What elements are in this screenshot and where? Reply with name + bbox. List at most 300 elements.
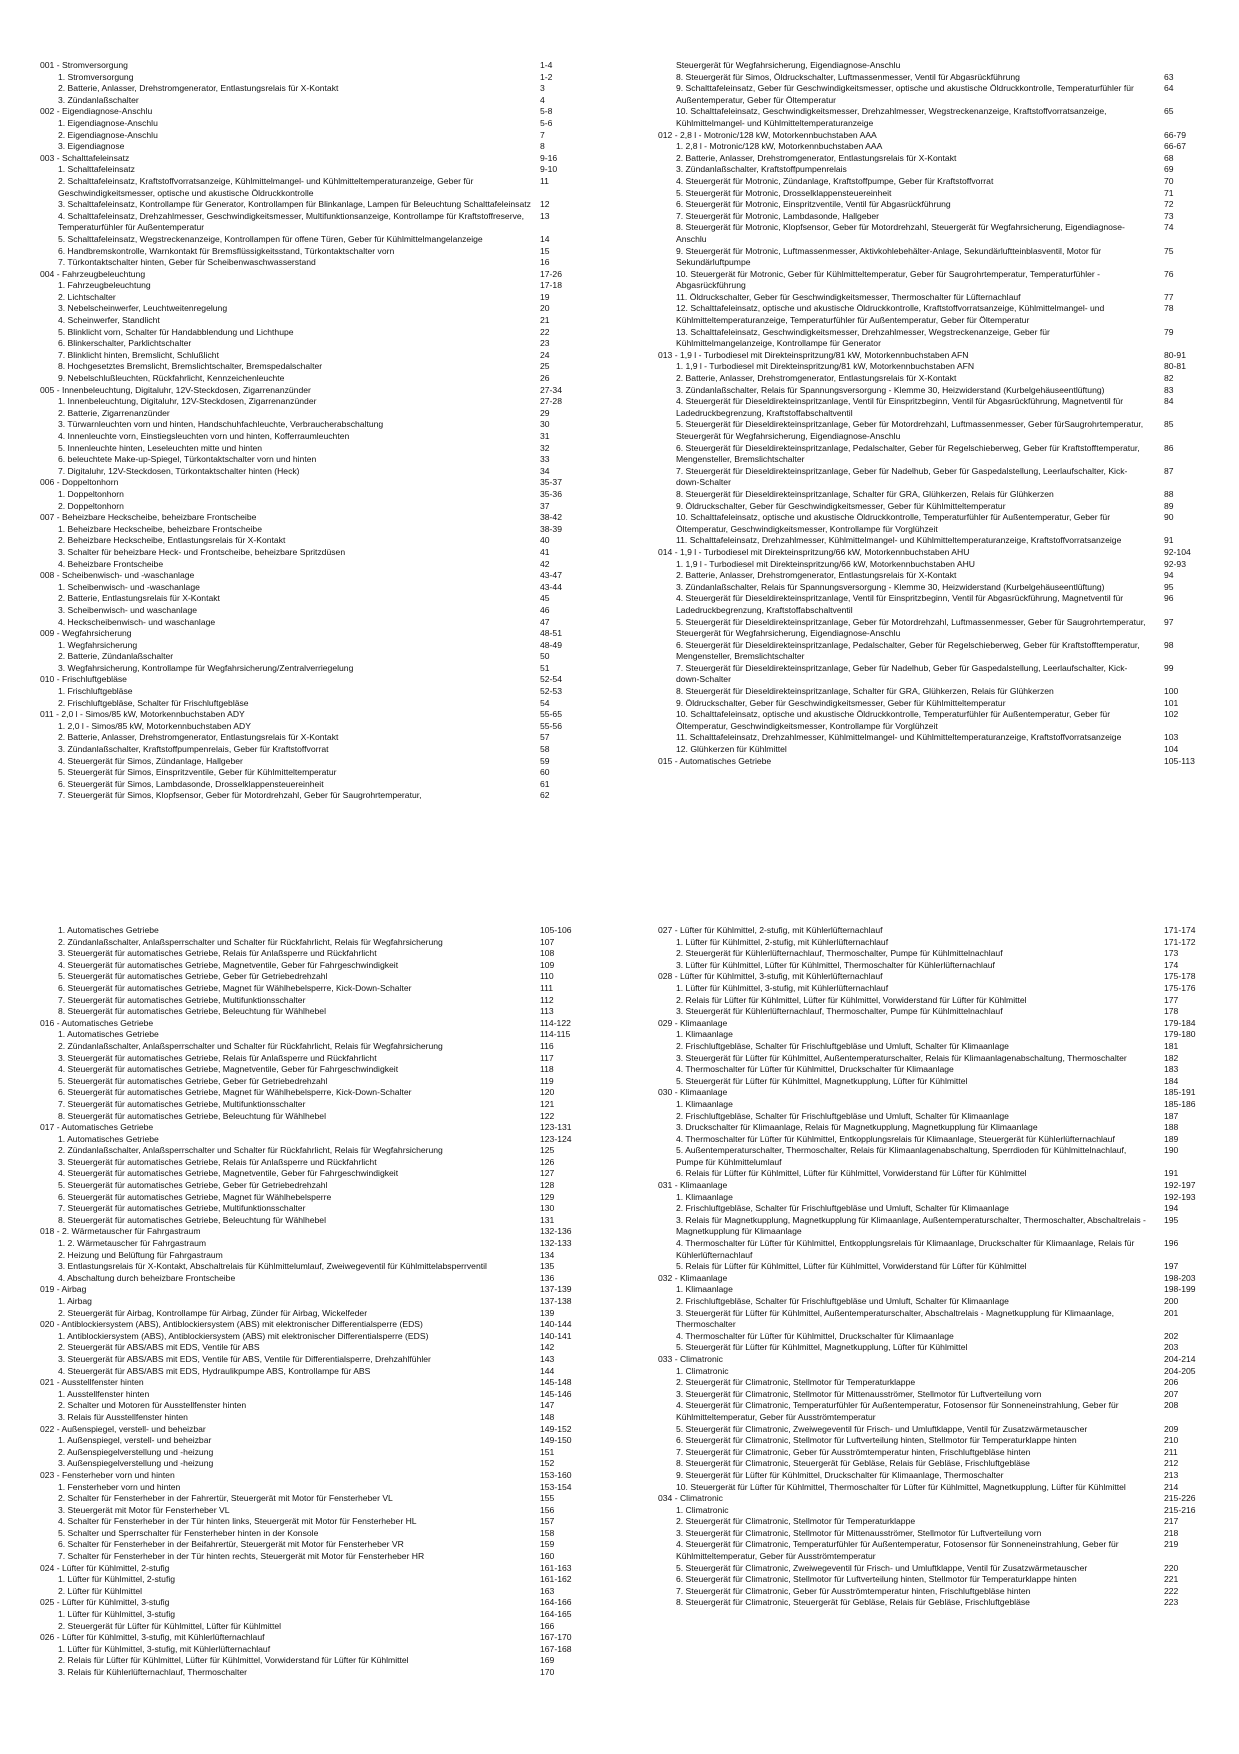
toc-column-top-right xyxy=(658,60,1195,832)
toc-entry-title: 3. Wegfahrsicherung, Kontrollampe für Wegfahrsicherung/Zentralverriegelung xyxy=(58,662,354,673)
toc-entry xyxy=(40,581,562,594)
toc-entry xyxy=(40,767,550,779)
toc-entry-title: 3. Lüfter für Kühlmittel, Lüfter für Kühlmittel, Thermoschalter für Kühlerlüfternachlauf xyxy=(676,959,995,970)
toc-section-entry xyxy=(40,1284,572,1296)
toc-entry xyxy=(658,1064,1179,1076)
toc-entry xyxy=(658,60,1168,72)
toc-entry xyxy=(40,971,554,983)
toc-entry-title: 1. Klimaanlage xyxy=(676,1191,733,1202)
toc-entry-title: 7. Steuergerät für automatisches Getriebe, Multifunktionsschalter xyxy=(58,1203,306,1214)
toc-section-entry xyxy=(40,152,558,165)
toc-entry-pages: 210 xyxy=(1164,1435,1179,1446)
toc-entry-title: 003 - Schalttafeleinsatz xyxy=(40,152,130,163)
toc-entry-title: 2. Batterie, Anlasser, Drehstromgenerator, Entlastungsrelais für X-Kontakt xyxy=(58,732,339,743)
toc-section-entry xyxy=(40,1423,572,1436)
toc-entry-pages: 185-186 xyxy=(1164,1098,1196,1109)
toc-entry-pages: 196 xyxy=(1164,1238,1179,1249)
toc-entry-title: 1. Innenbeleuchtung, Digitaluhr, 12V-Steckdosen, Zigarrenanzünder xyxy=(58,396,317,407)
toc-entry-pages: 20 xyxy=(540,303,550,314)
toc-entry xyxy=(40,994,554,1007)
toc-entry-title: 13. Schalttafeleinsatz, Geschwindigkeitsmesser, Drehzahlmesser, Wegstreckenanzeige, Geber für Kühlmittelmangelanzeige, Kontrollampe für Generator xyxy=(676,326,1050,349)
toc-entry-title: 3. Steuergerät für automatisches Getriebe, Relais für Anlaßsperre und Rückfahrlicht xyxy=(58,1156,377,1167)
toc-entry xyxy=(658,709,1179,732)
toc-entry-pages: 166 xyxy=(540,1620,555,1631)
toc-entry-title: 4. Innenleuchte vorn, Einstiegsleuchten vorn und hinten, Kofferraumleuchten xyxy=(58,431,350,441)
toc-entry-pages: 41 xyxy=(540,546,550,557)
toc-entry-pages: 130 xyxy=(540,1203,555,1214)
toc-entry xyxy=(40,1064,554,1076)
toc-entry-title: 1. 1,9 l - Turbodiesel mit Direkteinspritzung/66 kW, Motorkennbuchstaben AHU xyxy=(676,558,976,569)
toc-entry-title: 8. Steuergerät für automatisches Getriebe, Beleuchtung für Wählhebel xyxy=(58,1214,326,1225)
toc-section-entry xyxy=(40,477,562,489)
toc-entry-title: 1. 1,9 l - Turbodiesel mit Direkteinspritzung/81 kW, Motorkennbuchstaben AFN xyxy=(676,361,975,372)
toc-section-entry xyxy=(658,1180,1196,1192)
toc-entry-title: 4. Schalttafeleinsatz, Drehzahlmesser, Geschwindigkeitsmesser, Multifunktionsanzeige, Kontrollampe für Kraftstoffreserve, Temperaturfühler für Außentemperatur xyxy=(58,210,525,233)
toc-entry xyxy=(658,994,1179,1007)
toc-entry-title: 2. Batterie, Anlasser, Drehstromgenerator, Entlastungsrelais für X-Kontakt xyxy=(676,152,957,163)
toc-entry-title: 1. Eigendiagnose-Anschlu xyxy=(58,117,158,128)
toc-entry xyxy=(40,651,550,663)
toc-entry xyxy=(658,1539,1179,1562)
toc-entry-pages: 119 xyxy=(540,1075,554,1086)
toc-entry-title: 1. Automatisches Getriebe xyxy=(58,1029,159,1040)
toc-entry-title: 2. Schalter für Fensterheber in der Fahrertür, Steuergerät mit Motor für Fensterheber VL xyxy=(58,1493,393,1504)
toc-entry-title: 1. Lüfter für Kühlmittel, 2-stufig xyxy=(58,1574,176,1585)
toc-entry-title: 3. Steuergerät für Climatronic, Stellmotor für Mittenausströmer, Stellmotor für Luftverteilung vorn xyxy=(676,1527,1042,1538)
toc-entry-title: 9. Öldruckschalter, Geber für Geschwindigkeitsmesser, Geber für Kühlmitteltemperatur xyxy=(676,697,1006,708)
toc-entry xyxy=(658,1191,1196,1204)
toc-entry-title: 1. Climatronic xyxy=(676,1504,729,1515)
toc-entry-title: 7. Blinklicht hinten, Bremslicht, Schlußlicht xyxy=(58,349,219,360)
toc-entry-pages: 35-36 xyxy=(540,488,562,499)
toc-entry-pages: 140-141 xyxy=(540,1330,572,1341)
toc-entry-pages: 178 xyxy=(1164,1006,1179,1017)
toc-entry-title: 016 - Automatisches Getriebe xyxy=(40,1017,154,1028)
toc-entry xyxy=(658,222,1174,245)
toc-entry-pages: 74 xyxy=(1164,222,1174,233)
toc-entry xyxy=(658,1574,1179,1586)
toc-entry-pages: 113 xyxy=(540,1006,554,1017)
toc-entry-title: 024 - Lüfter für Kühlmittel, 2-stufig xyxy=(40,1562,170,1573)
toc-entry-pages: 148 xyxy=(540,1411,555,1422)
toc-entry xyxy=(40,1191,555,1204)
toc-entry-title: 009 - Wegfahrsicherung xyxy=(40,628,132,639)
toc-entry xyxy=(40,246,550,258)
toc-entry-title: 001 - Stromversorgung xyxy=(40,60,128,70)
toc-entry-title: 026 - Lüfter für Kühlmittel, 3-stufig, mit Kühlerlüfternachlauf xyxy=(40,1632,265,1643)
toc-entry-title: 11. Öldruckschalter, Geber für Geschwindigkeitsmesser, Thermoschalter für Lüfternachlauf xyxy=(676,291,1021,302)
toc-entry xyxy=(40,466,550,478)
toc-entry xyxy=(658,291,1174,304)
toc-entry-title: 007 - Beheizbare Heckscheibe, beheizbare Frontscheibe xyxy=(40,512,257,523)
toc-entry xyxy=(40,1539,555,1551)
toc-entry-pages: 7 xyxy=(540,129,545,140)
toc-entry xyxy=(40,1087,555,1099)
toc-entry-pages: 97 xyxy=(1164,616,1174,627)
toc-entry xyxy=(40,1261,555,1273)
toc-entry-title: 6. Steuergerät für automatisches Getriebe, Magnet für Wählhebelsperre, Kick-Down-Schalter xyxy=(58,1087,412,1098)
toc-entry xyxy=(658,639,1174,663)
toc-entry-pages: 215-226 xyxy=(1164,1493,1196,1504)
toc-section-entry xyxy=(40,709,562,721)
toc-entry-title: 8. Steuergerät für automatisches Getriebe, Beleuchtung für Wählhebel xyxy=(58,1110,326,1121)
toc-entry-title: 5. Innenleuchte hinten, Leseleuchten mitte und hinten xyxy=(58,442,263,453)
toc-entry xyxy=(40,1029,571,1041)
toc-entry-title: 12. Glühkerzen für Kühlmittel xyxy=(676,744,787,755)
toc-entry-pages: 159 xyxy=(540,1539,555,1550)
toc-entry-pages: 13 xyxy=(540,210,550,221)
toc-entry-pages: 77 xyxy=(1164,291,1174,302)
toc-entry-title: 4. Thermoschalter für Lüfter für Kühlmittel, Druckschalter für Klimaanlage xyxy=(676,1330,954,1341)
toc-entry-pages: 143 xyxy=(540,1353,555,1364)
toc-entry-title: 7. Steuergerät für Dieseldirekteinspritzanlage, Geber für Nadelhub, Geber für Gaspedalstellung, Leerlaufschalter, Kick-down-Schalter xyxy=(676,465,1128,488)
toc-entry xyxy=(40,1133,572,1146)
toc-entry-title: 1. Wegfahrsicherung xyxy=(58,639,138,650)
toc-entry-pages: 126 xyxy=(540,1156,555,1167)
toc-entry xyxy=(40,1272,555,1285)
toc-entry xyxy=(658,1168,1179,1180)
toc-entry xyxy=(658,303,1174,326)
toc-entry xyxy=(40,1411,555,1424)
toc-entry xyxy=(40,1214,555,1227)
toc-entry-title: 9. Steuergerät für Lüfter für Kühlmittel, Druckschalter für Klimaanlage, Thermoschalter xyxy=(676,1469,1004,1480)
toc-entry-pages: 45 xyxy=(540,593,550,604)
toc-entry-pages: 161-162 xyxy=(540,1574,572,1585)
toc-entry-pages: 58 xyxy=(540,744,550,755)
toc-entry-pages: 153-154 xyxy=(540,1481,572,1492)
toc-entry-title: 3. Entlastungsrelais für X-Kontakt, Abschaltrelais für Kühlmittelumlauf, Zweiwegeventil für Kühlmittelabsperrventil xyxy=(58,1261,487,1272)
toc-section-entry xyxy=(40,1122,572,1134)
toc-entry-pages: 16 xyxy=(540,257,550,268)
toc-entry xyxy=(658,1133,1179,1146)
toc-entry-pages: 117 xyxy=(540,1052,554,1063)
toc-entry-title: 1. Fahrzeugbeleuchtung xyxy=(58,280,151,291)
toc-entry-pages: 104 xyxy=(1164,744,1179,755)
toc-entry-pages: 64 xyxy=(1164,83,1174,94)
toc-column-bottom-right xyxy=(658,925,1196,1695)
toc-entry xyxy=(40,1585,555,1598)
toc-entry-title: 3. Relais für Kühlerlüfternachlauf, Thermoschalter xyxy=(58,1667,247,1677)
toc-entry xyxy=(658,744,1179,756)
toc-entry xyxy=(658,419,1174,442)
toc-entry-title: 1. Klimaanlage xyxy=(676,1029,733,1040)
toc-entry xyxy=(40,117,553,130)
toc-entry xyxy=(658,1388,1179,1401)
toc-entry-pages: 100 xyxy=(1164,686,1179,697)
toc-entry xyxy=(40,130,550,142)
toc-entry-pages: 96 xyxy=(1164,593,1174,604)
toc-entry-pages: 185-191 xyxy=(1164,1087,1196,1098)
toc-section-entry xyxy=(40,1017,571,1030)
toc-entry-pages: 192-197 xyxy=(1164,1180,1196,1191)
toc-entry xyxy=(40,280,562,292)
toc-entry xyxy=(40,431,550,443)
toc-entry-pages: 120 xyxy=(540,1087,555,1098)
toc-entry xyxy=(658,1585,1179,1598)
toc-entry-pages: 161-163 xyxy=(540,1562,572,1573)
toc-entry-title: 3. Druckschalter für Klimaanlage, Relais für Magnetkupplung, Magnetkupplung für Klimaanlage xyxy=(676,1122,1038,1133)
toc-entry-title: 004 - Fahrzeugbeleuchtung xyxy=(40,268,146,279)
toc-entry xyxy=(40,1249,555,1262)
toc-entry-title: 2. Zündanlaßschalter, Anlaßsperrschalter und Schalter für Rückfahrlicht, Relais für Wegfahrsicherung xyxy=(58,1145,443,1156)
toc-entry-pages: 151 xyxy=(540,1446,555,1457)
toc-entry-title: 7. Steuergerät für Dieseldirekteinspritzanlage, Geber für Nadelhub, Geber für Gaspedalstellung, Leerlaufschalter, Kick-down-Schalter xyxy=(676,662,1128,685)
toc-entry xyxy=(40,1075,554,1088)
toc-entry-pages: 189 xyxy=(1164,1133,1179,1144)
toc-entry-title: 9. Steuergerät für Motronic, Luftmassenmesser, Aktivkohlebehälter-Anlage, Sekundärluftteinblasventil, Motor für Sekundärluftpumpe xyxy=(676,245,1102,268)
toc-entry-pages: 3 xyxy=(540,83,545,94)
toc-entry xyxy=(40,408,550,420)
toc-entry-pages: 65 xyxy=(1164,106,1174,117)
toc-entry-title: 2. Steuergerät für Climatronic, Stellmotor für Temperaturklappe xyxy=(676,1516,916,1527)
toc-entry-pages: 62 xyxy=(540,790,550,801)
toc-entry-pages: 149-150 xyxy=(540,1435,572,1446)
toc-entry xyxy=(658,512,1174,535)
toc-entry-title: 6. Steuergerät für Simos, Lambdasonde, Drosselklappensteuereinheit xyxy=(58,778,324,789)
toc-entry-pages: 116 xyxy=(540,1040,554,1051)
toc-entry-pages: 43-44 xyxy=(540,581,562,592)
toc-entry-title: 8. Hochgesetztes Bremslicht, Bremslichtschalter, Bremspedalschalter xyxy=(58,361,323,372)
toc-entry-pages: 11 xyxy=(540,175,549,186)
toc-entry-pages: 105-113 xyxy=(1164,755,1195,766)
toc-entry-title: 2. Frischluftgebläse, Schalter für Frischluftgebläse und Umluft, Schalter für Klimaanlage xyxy=(676,1040,1009,1051)
toc-entry-pages: 179-180 xyxy=(1164,1029,1196,1040)
toc-entry xyxy=(40,303,550,315)
toc-entry-title: 011 - 2,0 l - Simos/85 kW, Motorkennbuchstaben ADY xyxy=(40,709,245,720)
toc-entry xyxy=(40,83,550,95)
toc-entry xyxy=(40,327,550,339)
toc-entry-title: 2. Zündanlaßschalter, Anlaßsperrschalter und Schalter für Rückfahrlicht, Relais für Wegfahrsicherung xyxy=(58,1040,443,1051)
toc-column-bottom-left xyxy=(40,925,572,1695)
toc-entry-pages: 63 xyxy=(1164,71,1174,82)
toc-entry-pages: 48-49 xyxy=(540,639,562,650)
toc-entry-pages: 26 xyxy=(540,373,550,384)
toc-entry-pages: 132-133 xyxy=(540,1238,572,1249)
toc-entry xyxy=(40,732,550,744)
toc-entry xyxy=(40,1353,555,1366)
toc-entry-pages: 170 xyxy=(540,1667,555,1677)
toc-entry-title: 6. beleuchtete Make-up-Spiegel, Türkontaktschalter vorn und hinten xyxy=(58,454,317,465)
toc-entry-title: 5. Schalter und Sperrschalter für Fensterheber hinten in der Konsole xyxy=(58,1527,319,1538)
toc-entry-title: 2. Steuergerät für Lüfter für Kühlmittel, Lüfter für Kühlmittel xyxy=(58,1620,282,1631)
toc-entry-title: 4. Steuergerät für ABS/ABS mit EDS, Hydraulikpumpe ABS, Kontrollampe für ABS xyxy=(58,1365,371,1376)
toc-entry-pages: 42 xyxy=(540,558,550,569)
toc-entry xyxy=(40,1527,555,1540)
toc-entry-title: 1. Antiblockiersystem (ABS), Antiblockiersystem (ABS) mit elektronischer Differentialsperre (EDS) xyxy=(58,1330,429,1341)
toc-entry-pages: 223 xyxy=(1164,1597,1179,1608)
toc-entry xyxy=(40,1667,555,1679)
toc-entry xyxy=(40,71,553,84)
toc-entry-pages: 29 xyxy=(540,407,550,418)
toc-entry xyxy=(40,936,555,949)
toc-entry-pages: 50 xyxy=(540,651,550,662)
toc-entry xyxy=(658,697,1179,710)
toc-entry-title: 2. Steuergerät für Airbag, Kontrollampe für Airbag, Zünder für Airbag, Wickelfeder xyxy=(58,1307,368,1318)
toc-entry-pages: 75 xyxy=(1164,245,1174,256)
toc-entry-title: 2. Schalter und Motoren für Ausstellfenster hinten xyxy=(58,1400,247,1411)
toc-entry-pages: 118 xyxy=(540,1064,554,1075)
toc-section-entry xyxy=(658,1087,1196,1099)
toc-entry-pages: 57 xyxy=(540,732,550,743)
toc-entry xyxy=(40,959,555,972)
toc-entry-title: 3. Außenspiegelverstellung und -heizung xyxy=(58,1458,214,1469)
toc-entry-pages: 134 xyxy=(540,1249,555,1260)
toc-entry xyxy=(658,535,1174,547)
toc-entry-title: 6. Steuergerät für Dieseldirekteinspritzanlage, Pedalschalter, Geber für Regelschieberweg, Geber für Kraftstofftemperatur, Mengensteller, Bremslichtschalter xyxy=(676,442,1140,465)
toc-entry-title: 2. Batterie, Anlasser, Drehstromgenerator, Entlastungsrelais für X-Kontakt xyxy=(676,570,957,581)
toc-entry-pages: 158 xyxy=(540,1527,555,1538)
toc-entry-title: 034 - Climatronic xyxy=(658,1493,723,1504)
toc-entry-title: 017 - Automatisches Getriebe xyxy=(40,1122,154,1133)
toc-entry xyxy=(658,384,1174,397)
toc-entry-title: 9. Öldruckschalter, Geber für Geschwindigkeitsmesser, Geber für Kühlmitteltemperatur xyxy=(676,500,1006,511)
toc-section-entry xyxy=(658,1353,1196,1366)
toc-entry xyxy=(40,488,562,501)
toc-section-entry xyxy=(40,1632,572,1644)
toc-entry xyxy=(658,1122,1179,1134)
toc-entry-title: 7. Steuergerät für Simos, Klopfsensor, Geber für Motordrehzahl, Geber für Saugrohrtemperatur, xyxy=(58,790,422,801)
toc-entry-pages: 169 xyxy=(540,1655,555,1666)
toc-entry-title: 6. Steuergerät für Climatronic, Stellmotor für Luftverteilung hinten, Stellmotor für Temperaturklappe hinten xyxy=(676,1435,1077,1446)
toc-entry-pages: 43-47 xyxy=(540,570,562,581)
toc-entry xyxy=(658,1098,1196,1111)
toc-entry xyxy=(40,1388,572,1401)
toc-entry xyxy=(658,71,1174,84)
toc-entry-title: 1. Doppeltonhorn xyxy=(58,488,124,499)
toc-entry-pages: 127 xyxy=(540,1168,555,1179)
toc-entry-pages: 95 xyxy=(1164,581,1174,592)
toc-entry-title: 3. Zündanlaßschalter, Relais für Spannungsversorgung - Klemme 30, Heizwiderstand (Kurbelgehäuseentlüftung) xyxy=(676,384,1105,395)
toc-entry-pages: 98 xyxy=(1164,639,1174,650)
toc-entry-pages: 215-216 xyxy=(1164,1504,1196,1515)
toc-entry xyxy=(658,1238,1179,1261)
toc-entry-title: 028 - Lüfter für Kühlmittel, 3-stufig, mit Kühlerlüfternachlauf xyxy=(658,971,883,982)
toc-entry-title: 4. Steuergerät für Dieseldirekteinspritzanlage, Ventil für Einspritzbeginn, Ventil für Abgasrückführung, Magnetventil für Ladedruckbegrenzung, Kraftstoffabschaltventil xyxy=(676,396,1124,418)
toc-entry-title: 021 - Ausstellfenster hinten xyxy=(40,1377,144,1388)
toc-section-entry xyxy=(658,546,1191,559)
toc-entry xyxy=(40,141,550,153)
toc-entry-pages: 163 xyxy=(540,1585,555,1596)
toc-entry-pages: 94 xyxy=(1164,570,1174,581)
toc-entry xyxy=(40,211,550,234)
toc-entry xyxy=(40,523,562,536)
toc-entry xyxy=(658,373,1174,385)
toc-entry-title: 4. Steuergerät für Motronic, Zündanlage, Kraftstoffpumpe, Geber für Kraftstoffvorrat xyxy=(676,175,994,186)
toc-entry-pages: 73 xyxy=(1164,210,1174,221)
toc-entry-title: 1. Klimaanlage xyxy=(676,1284,733,1295)
toc-entry xyxy=(40,199,550,211)
toc-entry-pages: 59 xyxy=(540,755,550,766)
toc-entry-title: 6. Schalter für Fensterheber in der Beifahrertür, Steuergerät mit Motor für Fensterheber VR xyxy=(58,1539,404,1550)
toc-entry-title: 6. Blinkerschalter, Parklichtschalter xyxy=(58,338,192,349)
toc-entry xyxy=(658,152,1174,165)
toc-entry xyxy=(40,1400,555,1412)
toc-entry-pages: 31 xyxy=(540,431,550,441)
toc-section-entry xyxy=(40,570,562,582)
toc-entry-title: 5. Steuergerät für Motronic, Drosselklappensteuereinheit xyxy=(676,187,892,198)
toc-entry xyxy=(40,1435,572,1447)
toc-entry xyxy=(40,501,550,513)
toc-column-top-left xyxy=(40,60,562,832)
toc-entry-pages: 103 xyxy=(1164,732,1179,743)
toc-entry xyxy=(658,1029,1196,1041)
toc-entry-pages: 144 xyxy=(540,1365,555,1376)
toc-entry-pages: 55-65 xyxy=(540,709,562,720)
toc-entry xyxy=(40,1006,554,1018)
toc-entry-pages: 167-170 xyxy=(540,1632,572,1643)
toc-entry-title: 2. Eigendiagnose-Anschlu xyxy=(58,129,158,140)
toc-entry xyxy=(658,1504,1196,1517)
toc-entry-title: 5. Blinklicht vorn, Schalter für Handabblendung und Lichthupe xyxy=(58,326,294,337)
toc-entry-title: 4. Steuergerät für Climatronic, Temperaturfühler für Außentemperatur, Fotosensor für Sonneneinstrahlung, Geber für Kühlmitteltemperatur, Geber für Ausströmtemperatur xyxy=(676,1400,1119,1422)
toc-entry-pages: 204-205 xyxy=(1164,1365,1196,1376)
toc-entry-pages: 55-56 xyxy=(540,720,562,731)
toc-entry-title: 029 - Klimaanlage xyxy=(658,1017,728,1028)
toc-entry-title: 4. Thermoschalter für Lüfter für Kühlmittel, Druckschalter für Klimaanlage xyxy=(676,1064,954,1075)
toc-entry-title: 1. Beheizbare Heckscheibe, beheizbare Frontscheibe xyxy=(58,523,262,534)
toc-entry-title: 2. Frischluftgebläse, Schalter für Frischluftgebläse xyxy=(58,697,249,708)
toc-entry-pages: 9-10 xyxy=(540,164,558,175)
toc-entry xyxy=(658,959,1179,972)
toc-entry xyxy=(658,1006,1179,1018)
toc-entry-pages: 177 xyxy=(1164,994,1179,1005)
toc-entry-pages: 220 xyxy=(1164,1562,1179,1573)
toc-entry-title: 7. Steuergerät für Climatronic, Geber für Ausströmtemperatur hinten, Frischluftgebläse hinten xyxy=(676,1585,1031,1596)
toc-entry-title: 4. Steuergerät für Climatronic, Temperaturfühler für Außentemperatur, Fotosensor für Sonneneinstrahlung, Geber für Kühlmitteltemperatur, Geber für Ausströmtemperatur xyxy=(676,1539,1119,1562)
toc-entry-title: 2. Zündanlaßschalter, Anlaßsperrschalter und Schalter für Rückfahrlicht, Relais für Wegfahrsicherung xyxy=(58,936,443,947)
toc-entry-title: 5. Steuergerät für Dieseldirekteinspritzanlage, Geber für Motordrehzahl, Luftmassenmesser, Geber fürSaugrohrtemperatur, Steuergerät für Wegfahrsicherung, Eigendiagnose-Anschlu xyxy=(676,419,1144,441)
toc-entry-title: 5. Steuergerät für automatisches Getriebe, Geber für Getriebedrehzahl xyxy=(58,971,328,982)
toc-entry-title: 1. Scheibenwisch- und -waschanlage xyxy=(58,581,200,592)
toc-entry-title: 3. Steuergerät für Lüfter für Kühlmittel, Außentemperaturschalter, Relais für Klimaanlagenabschaltung, Thermoschalter xyxy=(676,1052,1127,1063)
toc-entry-title: 1. Lüfter für Kühlmittel, 3-stufig xyxy=(58,1609,176,1620)
toc-section-entry xyxy=(40,106,553,118)
toc-entry xyxy=(658,662,1174,686)
toc-entry-title: 027 - Lüfter für Kühlmittel, 2-stufig, mit Kühlerlüfternachlauf xyxy=(658,925,883,935)
toc-entry-title: 031 - Klimaanlage xyxy=(658,1180,728,1191)
toc-entry-title: 7. Türkontaktschalter hinten, Geber für Scheibenwaschwasserstand xyxy=(58,257,316,268)
toc-entry-title: 015 - Automatisches Getriebe xyxy=(658,755,772,766)
toc-entry-pages: 101 xyxy=(1164,697,1179,708)
toc-entry xyxy=(658,326,1174,350)
toc-entry-title: 4. Heckscheibenwisch- und waschanlage xyxy=(58,616,216,627)
toc-entry-title: 4. Schalter für Fensterheber in der Tür hinten links, Steuergerät mit Motor für Fensterheber HL xyxy=(58,1516,417,1527)
toc-entry-pages: 35-37 xyxy=(540,477,562,488)
toc-entry xyxy=(40,617,550,629)
toc-entry-title: 4. Steuergerät für Simos, Zündanlage, Hallgeber xyxy=(58,755,243,766)
toc-entry-pages: 198-199 xyxy=(1164,1284,1196,1295)
toc-entry xyxy=(40,1238,572,1250)
toc-entry xyxy=(658,1516,1179,1528)
toc-entry-pages: 191 xyxy=(1164,1168,1179,1179)
toc-entry-pages: 217 xyxy=(1164,1516,1179,1527)
toc-entry xyxy=(40,361,550,373)
toc-entry xyxy=(40,1516,555,1528)
toc-entry-title: 5. Steuergerät für Lüfter für Kühlmittel, Magnetkupplung, Lüfter für Kühlmittel xyxy=(676,1075,968,1086)
toc-entry-pages: 60 xyxy=(540,767,550,778)
toc-entry xyxy=(658,1446,1178,1459)
toc-section-entry xyxy=(40,60,553,72)
toc-entry-pages: 198-203 xyxy=(1164,1272,1196,1283)
toc-entry-pages: 99 xyxy=(1164,662,1174,673)
toc-entry-pages: 181 xyxy=(1164,1040,1179,1051)
toc-entry-title: 5. Steuergerät für Lüfter für Kühlmittel, Magnetkupplung, Lüfter für Kühlmittel xyxy=(676,1342,968,1353)
toc-entry xyxy=(40,1458,555,1470)
toc-entry xyxy=(40,1643,572,1656)
toc-entry xyxy=(40,948,555,960)
toc-entry-title: 6. Steuergerät für Climatronic, Stellmotor für Luftverteilung hinten, Stellmotor für Temperaturklappe hinten xyxy=(676,1574,1077,1585)
toc-entry-title: 2. Außenspiegelverstellung und -heizung xyxy=(58,1446,214,1457)
